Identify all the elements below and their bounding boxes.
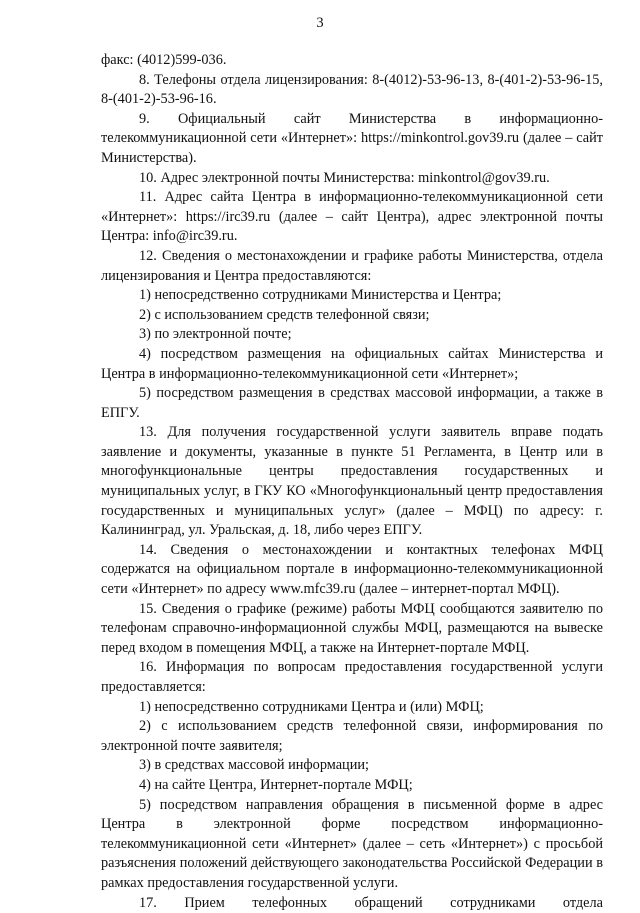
page-number: 3	[316, 15, 324, 31]
paragraph-p10: 10. Адрес электронной почты Министерства: minkontrol@gov39.ru.	[139, 169, 550, 186]
paragraph-p12-3: 3) по электронной почте;	[139, 326, 292, 343]
paragraph-fax: факс: (4012)599-036.	[101, 52, 227, 68]
paragraph-p16-5: 5) посредством направления обращения в письменной форме в адрес Центра в электронной форме посредством информационно-телекоммуникационной сети «Интернет» (далее – сеть «Интернет») с просьбой разъяснения положений действующего законодательства Российской Федерации в рамках предоставления государственной услуги.	[101, 796, 603, 891]
paragraph-p12-2: 2) с использованием средств телефонной связи;	[139, 306, 430, 323]
paragraph-p16: 16. Информация по вопросам предоставления государственной услуги предоставляется:	[101, 659, 603, 695]
paragraph-p15: 15. Сведения о графике (режиме) работы МФЦ сообщаются заявителю по телефонам справочно-информационной службы МФЦ, размещаются на вывеске перед входом в помещения МФЦ, а также на Интернет-портале МФЦ.	[101, 600, 603, 656]
paragraph-p13: 13. Для получения государственной услуги заявитель вправе подать заявление и документы, указанные в пункте 51 Регламента, в Центр или в многофункциональные центры предоставления государственных и муниципальных услуг, в ГКУ КО «Многофункциональный центр предоставления государственных и муниципальных услуг» (далее – МФЦ) по адресу: г. Калининград, ул. Уральская, д. 18, либо через ЕПГУ.	[101, 424, 603, 539]
paragraph-p16-1: 1) непосредственно сотрудниками Центра и (или) МФЦ;	[139, 698, 484, 715]
paragraph-p11: 11. Адрес сайта Центра в информационно-телекоммуникационной сети «Интернет»: https://irc39.ru (далее – сайт Центра), адрес электронной почты Центра: info@irc39.ru.	[101, 189, 603, 245]
document-body	[101, 51, 603, 913]
paragraph-p17: 17. Прием телефонных обращений сотрудниками отдела	[139, 894, 603, 911]
paragraph-p12: 12. Сведения о местонахождении и графике работы Министерства, отдела лицензирования и Центра предоставляются:	[101, 247, 603, 284]
paragraph-p16-2: 2) с использованием средств телефонной связи, информирования по электронной почте заявителя;	[101, 718, 603, 754]
paragraph-p16-4: 4) на сайте Центра, Интернет-портале МФЦ;	[139, 776, 413, 793]
paragraph-p14: 14. Сведения о местонахождении и контактных телефонах МФЦ содержатся на официальном портале в информационно-телекоммуникационной сети «Интернет» по адресу www.mfc39.ru (далее – интернет-портал МФЦ).	[101, 541, 603, 598]
paragraph-p12-1: 1) непосредственно сотрудниками Министерства и Центра;	[139, 287, 502, 304]
paragraph-p12-4: 4) посредством размещения на официальных сайтах Министерства и Центра в информационно-телекоммуникационной сети «Интернет»;	[101, 345, 603, 382]
paragraph-p8: 8. Телефоны отдела лицензирования: 8-(4012)-53-96-13, 8-(401-2)-53-96-15, 8-(401-2)-53-96-16.	[101, 71, 603, 108]
paragraph-p16-3: 3) в средствах массовой информации;	[139, 757, 369, 774]
paragraph-p12-5: 5) посредством размещения в средствах массовой информации, а также в ЕПГУ.	[101, 385, 603, 421]
paragraph-p9: 9. Официальный сайт Министерства в информационно-телекоммуникационной сети «Интернет»: https://minkontrol.gov39.ru (далее – сайт Министерства).	[101, 110, 603, 166]
